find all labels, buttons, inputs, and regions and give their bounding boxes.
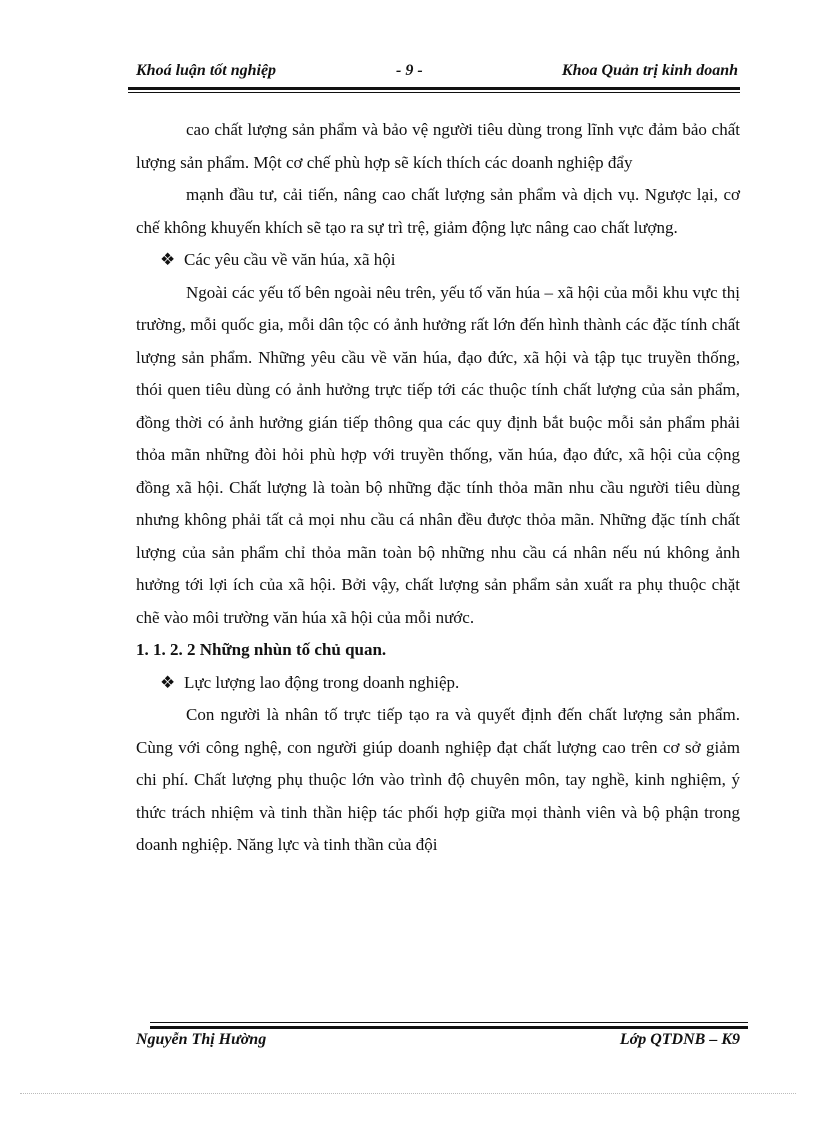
diamond-bullet-icon: ❖ (160, 672, 176, 692)
page-number: - 9 - (396, 62, 423, 79)
paragraph-3: Ngoài các yếu tố bên ngoài nêu trên, yếu tố văn húa – xã hội của mỗi khu vực thị trường, mỗi quốc gia, mỗi dân tộc có ảnh hưởng rất lớn đến hình thành các đặc tính chất lượng sản phẩm. Những yêu cầu về văn húa, đạo đức, xã hội và tập tục truyền thống, thói quen tiêu dùng có ảnh hưởng trực tiếp tới các thuộc tính chất lượng của sản phẩm, đồng thời có ảnh hưởng gián tiếp thông qua các quy định bắt buộc mỗi sản phẩm phải thỏa mãn những đòi hỏi phù hợp với truyền thống, văn húa, đạo đức, xã hội của cộng đồng xã hội. Chất lượng là toàn bộ những đặc tính thỏa mãn nhu cầu người tiêu dùng nhưng không phải tất cả mọi nhu cầu cá nhân đều được thỏa mãn. Những đặc tính chất lượng của sản phẩm chỉ thỏa mãn toàn bộ những nhu cầu cá nhân nếu nú không ảnh hưởng tới lợi ích của xã hội. Bởi vậy, chất lượng sản phẩm sản xuất ra phụ thuộc chặt chẽ vào môi trường văn húa xã hội của mỗi nước. (136, 282, 740, 627)
page-footer (136, 1031, 740, 1053)
header-rule-thin (128, 92, 740, 93)
bullet-text: Lực lượng lao động trong doanh nghiệp. (184, 672, 460, 692)
diamond-bullet-icon: ❖ (160, 250, 176, 269)
footer-rule-thick (150, 1026, 748, 1029)
header-faculty: Khoa Quản trị kinh doanh (561, 62, 738, 79)
bullet-labor-force (136, 667, 740, 700)
footer-class: Lớp QTDNB – K9 (619, 1031, 740, 1048)
paragraph-1: cao chất lượng sản phẩm và bảo vệ người tiêu dùng trong lĩnh vực đảm bảo chất lượng sản phẩm. Một cơ chế phù hợp sẽ kích thích các doanh nghiệp đẩy (136, 120, 740, 172)
header-thesis-title: Khoá luận tốt nghiệp (136, 62, 277, 79)
bullet-culture-requirements (136, 244, 740, 277)
page-boundary-dotted-line (20, 1093, 796, 1094)
paragraph-2: mạnh đầu tư, cải tiến, nâng cao chất lượng sản phẩm và dịch vụ. Ngược lại, cơ chế không khuyến khích sẽ tạo ra sự trì trệ, giảm động lực nâng cao chất lượng. (136, 185, 740, 237)
bullet-text: Các yêu cầu về văn húa, xã hội (184, 250, 396, 269)
section-heading: 1. 1. 2. 2 Những nhùn tố chủ quan. (136, 640, 387, 659)
paragraph-4: Con người là nhân tố trực tiếp tạo ra và quyết định đến chất lượng sản phẩm. Cùng với công nghệ, con người giúp doanh nghiệp đạt chất lượng cao trên cơ sở giảm chi phí. Chất lượng phụ thuộc lớn vào trình độ chuyên môn, tay nghề, kinh nghiệm, ý thức trách nhiệm và tinh thần hiệp tác phối hợp giữa mọi thành viên và bộ phận trong doanh nghiệp. Năng lực và tinh thần của đội (136, 705, 740, 854)
page-header (128, 62, 740, 84)
footer-author: Nguyễn Thị Hường (136, 1031, 267, 1048)
footer-rule-thin (150, 1022, 748, 1023)
header-rule-thick (128, 87, 740, 90)
page-body (136, 114, 740, 862)
